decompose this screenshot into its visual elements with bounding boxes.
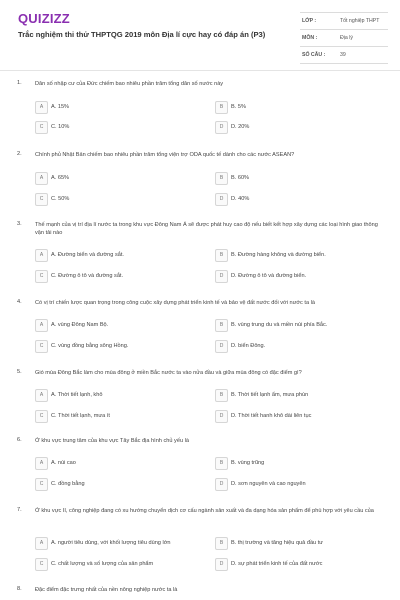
option-letter-box[interactable]: A xyxy=(35,101,48,114)
option-text: D. sơn nguyên và cao nguyên xyxy=(231,481,306,487)
answer-option-b[interactable] xyxy=(215,319,390,332)
answer-option-c[interactable] xyxy=(35,410,210,423)
option-letter-box[interactable]: A xyxy=(35,172,48,185)
answer-option-b[interactable] xyxy=(215,457,390,470)
option-letter-box[interactable]: A xyxy=(35,537,48,550)
option-text: C. 50% xyxy=(51,196,70,202)
option-text: D. Đường ô tô và đường biển. xyxy=(231,273,307,279)
answer-option-d[interactable] xyxy=(215,410,390,423)
question-text: Ở khu vực II, công nghiệp đang có xu hướng chuyển dịch cơ cấu ngành sản xuất và đa dạng hóa sản phẩm để phù hợp với yêu cầu của xyxy=(35,508,374,514)
meta-value: Địa lý xyxy=(340,35,353,41)
meta-label: SỐ CÂU : xyxy=(302,52,326,58)
option-text: D. sự phát triển kinh tế của đất nước xyxy=(231,561,323,567)
option-letter-box[interactable]: C xyxy=(35,410,48,423)
option-text: C. vùng đồng bằng sông Hồng. xyxy=(51,343,129,349)
answer-option-d[interactable] xyxy=(215,340,390,353)
question-number: 4. xyxy=(17,299,22,305)
answer-option-c[interactable] xyxy=(35,340,210,353)
option-letter-box[interactable]: B xyxy=(215,537,228,550)
option-text: D. biển Đông. xyxy=(231,343,266,349)
question-number: 8. xyxy=(17,586,22,592)
option-letter-box[interactable]: C xyxy=(35,121,48,134)
question-text: Dân số nhập cư của Đức chiếm bao nhiêu phần trăm tổng dân số nước này xyxy=(35,81,224,87)
answer-option-a[interactable] xyxy=(35,319,210,332)
option-text: A. Thời tiết lạnh, khô xyxy=(51,392,103,398)
meta-label: LỚP : xyxy=(302,18,317,24)
answer-option-d[interactable] xyxy=(215,478,390,491)
option-letter-box[interactable]: A xyxy=(35,457,48,470)
answer-option-b[interactable] xyxy=(215,101,390,114)
page-title: Trắc nghiệm thi thử THPTQG 2019 môn Địa lí cực hay có đáp án (P3) xyxy=(18,30,266,39)
option-text: A. vùng Đông Nam Bộ. xyxy=(51,322,109,328)
meta-row-subject xyxy=(300,30,388,47)
option-text: C. 10% xyxy=(51,124,70,130)
answer-option-c[interactable] xyxy=(35,558,210,571)
answer-option-d[interactable] xyxy=(215,558,390,571)
answer-option-a[interactable] xyxy=(35,172,210,185)
answer-option-d[interactable] xyxy=(215,121,390,134)
question-text: Đặc điểm đặc trưng nhất của nền nông nghiệp nước ta là xyxy=(35,587,178,593)
option-text: C. đồng bằng xyxy=(51,481,85,487)
answer-option-a[interactable] xyxy=(35,249,210,262)
option-letter-box[interactable]: D xyxy=(215,410,228,423)
meta-value: Tốt nghiệp THPT xyxy=(340,18,380,24)
option-text: B. vùng trung du và miền núi phía Bắc. xyxy=(231,322,328,328)
option-letter-box[interactable]: C xyxy=(35,340,48,353)
meta-row-count xyxy=(300,47,388,64)
answer-option-a[interactable] xyxy=(35,389,210,402)
option-letter-box[interactable]: D xyxy=(215,193,228,206)
answer-option-c[interactable] xyxy=(35,193,210,206)
answer-option-a[interactable] xyxy=(35,537,210,550)
question-number: 6. xyxy=(17,437,22,443)
option-letter-box[interactable]: B xyxy=(215,319,228,332)
question-text: Thế mạnh của vị trí địa lí nước ta trong khu vực Đông Nam Á sẽ được phát huy cao độ nếu biết kết hợp xây dựng các loại hình giao thông vận tải nào xyxy=(35,222,378,236)
option-text: A. núi cao xyxy=(51,460,76,466)
option-letter-box[interactable]: D xyxy=(215,121,228,134)
option-letter-box[interactable]: D xyxy=(215,558,228,571)
option-text: A. 65% xyxy=(51,175,70,181)
option-letter-box[interactable]: A xyxy=(35,249,48,262)
answer-option-b[interactable] xyxy=(215,537,390,550)
option-text: B. Thời tiết lạnh ẩm, mưa phùn xyxy=(231,392,309,398)
meta-table xyxy=(300,12,388,64)
answer-option-c[interactable] xyxy=(35,121,210,134)
question-number: 2. xyxy=(17,151,22,157)
answer-option-b[interactable] xyxy=(215,249,390,262)
answer-option-c[interactable] xyxy=(35,270,210,283)
header-divider xyxy=(0,70,400,71)
option-text: C. Đường ô tô và đường sắt. xyxy=(51,273,124,279)
option-text: B. Đường hàng không và đường biển. xyxy=(231,252,326,258)
answer-option-a[interactable] xyxy=(35,101,210,114)
option-letter-box[interactable]: B xyxy=(215,101,228,114)
question-number: 3. xyxy=(17,221,22,227)
question-text: Ở khu vực trung tâm của khu vực Tây Bắc địa hình chủ yếu là xyxy=(35,438,189,444)
option-text: A. Đường biển và đường sắt. xyxy=(51,252,124,258)
option-text: B. 5% xyxy=(231,104,246,110)
answer-option-d[interactable] xyxy=(215,193,390,206)
option-letter-box[interactable]: B xyxy=(215,457,228,470)
option-text: A. 15% xyxy=(51,104,70,110)
option-letter-box[interactable]: B xyxy=(215,172,228,185)
question-text: Gió mùa Đông Bắc làm cho mùa đông ở miền Bắc nước ta vào nửa đầu và giữa mùa đông có đặc điểm gì? xyxy=(35,370,302,376)
option-text: B. thị trường và tăng hiệu quả đầu tư xyxy=(231,540,324,546)
question-number: 7. xyxy=(17,507,22,513)
option-text: A. người tiêu dùng, với khối lượng tiêu dùng lớn xyxy=(51,540,171,546)
quizizz-logo: QUIZIZZ xyxy=(18,11,70,26)
question-number: 5. xyxy=(17,369,22,375)
option-letter-box[interactable]: C xyxy=(35,270,48,283)
option-letter-box[interactable]: D xyxy=(215,478,228,491)
option-text: C. chất lượng và số lượng của sản phẩm xyxy=(51,561,154,567)
option-text: D. 20% xyxy=(231,124,250,130)
meta-value: 39 xyxy=(340,52,346,58)
meta-row-class xyxy=(300,12,388,30)
option-text: B. 60% xyxy=(231,175,250,181)
option-text: B. vùng trũng xyxy=(231,460,265,466)
worksheet-header xyxy=(0,0,400,70)
option-letter-box[interactable]: D xyxy=(215,340,228,353)
option-letter-box[interactable]: D xyxy=(215,270,228,283)
option-letter-box[interactable]: C xyxy=(35,478,48,491)
option-letter-box[interactable]: C xyxy=(35,193,48,206)
option-text: D. 40% xyxy=(231,196,250,202)
question-text: Chính phủ Nhật Bản chiếm bao nhiêu phần trăm tổng viện trợ ODA quốc tế dành cho các nước ASEAN? xyxy=(35,152,295,158)
answer-option-d[interactable] xyxy=(215,270,390,283)
option-letter-box[interactable]: B xyxy=(215,389,228,402)
option-letter-box[interactable]: A xyxy=(35,389,48,402)
answer-option-b[interactable] xyxy=(215,389,390,402)
option-letter-box[interactable]: A xyxy=(35,319,48,332)
answer-option-c[interactable] xyxy=(35,478,210,491)
question-number: 1. xyxy=(17,80,22,86)
option-letter-box[interactable]: B xyxy=(215,249,228,262)
answer-option-b[interactable] xyxy=(215,172,390,185)
option-text: D. Thời tiết hanh khô dài liên tục xyxy=(231,413,312,419)
option-letter-box[interactable]: C xyxy=(35,558,48,571)
option-text: C. Thời tiết lạnh, mưa ít xyxy=(51,413,110,419)
answer-option-a[interactable] xyxy=(35,457,210,470)
meta-label: MÔN : xyxy=(302,35,318,41)
question-text: Có vị trí chiến lược quan trọng trong công cuộc xây dựng phát triển kinh tế và bảo vệ đất nước đối với nước ta là xyxy=(35,300,315,306)
